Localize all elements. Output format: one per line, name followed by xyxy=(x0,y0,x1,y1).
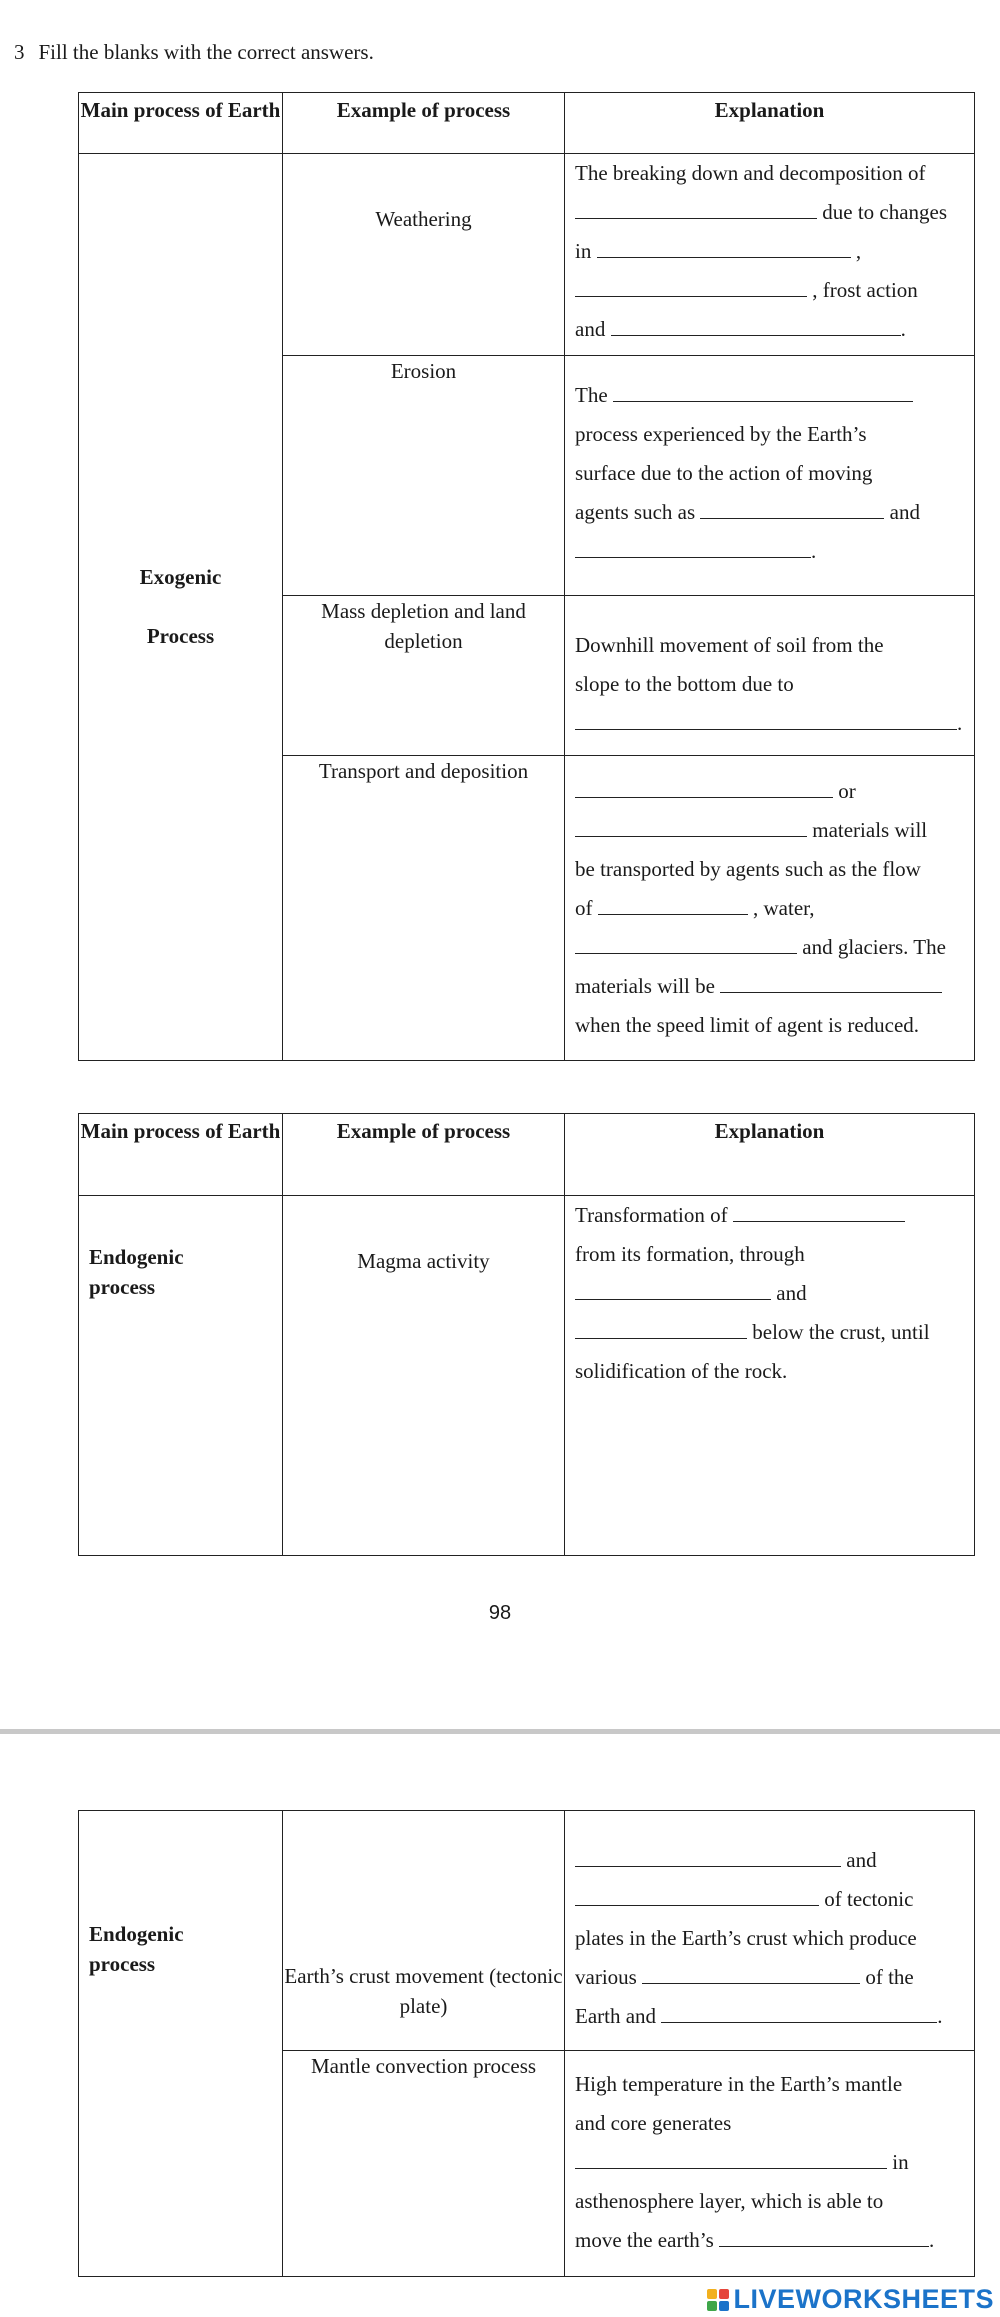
process-label: Process xyxy=(146,624,215,648)
blank-input[interactable] xyxy=(575,1314,747,1339)
table-row xyxy=(79,154,975,356)
table-header-row xyxy=(79,93,975,154)
exogenic-process-cell xyxy=(79,154,283,1061)
mass-depletion-explanation: Downhill movement of soil from the slope to the bottom due to . xyxy=(565,596,975,756)
exogenic-table xyxy=(78,92,975,1061)
endogenic-process-cell: Endogenic process xyxy=(79,1196,283,1556)
erosion-cell: Erosion xyxy=(283,356,565,596)
blank-input[interactable] xyxy=(575,812,807,837)
question-text: Fill the blanks with the correct answers. xyxy=(38,40,374,64)
header-example: Example of process xyxy=(283,93,565,154)
page-number: 98 xyxy=(488,1602,512,1624)
erosion-explanation: The process experienced by the Earth’s surface due to the action of moving agents such as and . xyxy=(565,356,975,596)
transport-explanation: or materials will be transported by agents such as the flow of , water, and glaciers. The materials will be when the speed limit of agent is reduced. xyxy=(565,756,975,1061)
blank-input[interactable] xyxy=(575,1842,841,1867)
watermark-text: LIVEWORKSHEETS xyxy=(733,2284,994,2314)
mass-depletion-cell: Mass depletion and land depletion xyxy=(283,596,565,756)
blank-input[interactable] xyxy=(598,890,748,915)
table-row xyxy=(79,1811,975,2051)
blank-input[interactable] xyxy=(575,272,807,297)
table-row xyxy=(79,1196,975,1556)
table-header-row xyxy=(79,1114,975,1196)
magma-activity-cell: Magma activity xyxy=(283,1196,565,1556)
blank-input[interactable] xyxy=(733,1197,905,1222)
mantle-convection-explanation: High temperature in the Earth’s mantle and core generates in asthenosphere layer, which is able to move the earth’s . xyxy=(565,2051,975,2277)
header-example: Example of process xyxy=(283,1114,565,1196)
blank-input[interactable] xyxy=(700,494,884,519)
exogenic-label: Exogenic xyxy=(139,565,222,589)
blank-input[interactable] xyxy=(720,968,942,993)
transport-cell: Transport and deposition xyxy=(283,756,565,1061)
magma-activity-explanation: Transformation of from its formation, through and below the crust, until solidification of the rock. xyxy=(565,1196,975,1556)
crust-movement-explanation: and of tectonic plates in the Earth’s crust which produce various of the Earth and . xyxy=(565,1811,975,2051)
blank-input[interactable] xyxy=(719,2222,929,2247)
blank-input[interactable] xyxy=(642,1959,860,1984)
question-heading xyxy=(14,40,374,65)
blank-input[interactable] xyxy=(575,929,797,954)
blank-input[interactable] xyxy=(661,1998,937,2023)
weathering-explanation: The breaking down and decomposition of due to changes in , , frost action and . xyxy=(565,154,975,356)
blank-input[interactable] xyxy=(575,773,833,798)
endogenic-table-2 xyxy=(78,1810,975,2277)
mantle-convection-cell: Mantle convection process xyxy=(283,2051,565,2277)
blank-input[interactable] xyxy=(575,705,957,730)
liveworksheets-logo xyxy=(707,2284,994,2315)
blank-input[interactable] xyxy=(575,194,817,219)
liveworksheets-logo-icon xyxy=(707,2289,729,2311)
header-explanation: Explanation xyxy=(565,1114,975,1196)
blank-input[interactable] xyxy=(575,533,811,558)
page-divider xyxy=(0,1729,1000,1734)
blank-input[interactable] xyxy=(575,1275,771,1300)
blank-input[interactable] xyxy=(613,377,913,402)
question-number: 3 xyxy=(14,40,25,64)
endogenic-process-cell: Endogenic process xyxy=(79,1811,283,2277)
blank-input[interactable] xyxy=(575,2144,887,2169)
blank-input[interactable] xyxy=(597,233,851,258)
crust-movement-cell: Earth’s crust movement (tectonic plate) xyxy=(283,1811,565,2051)
header-main-process: Main process of Earth xyxy=(79,93,283,154)
header-main-process: Main process of Earth xyxy=(79,1114,283,1196)
blank-input[interactable] xyxy=(611,311,901,336)
endogenic-table-1 xyxy=(78,1113,975,1556)
weathering-cell: Weathering xyxy=(283,154,565,356)
blank-input[interactable] xyxy=(575,1881,819,1906)
header-explanation: Explanation xyxy=(565,93,975,154)
